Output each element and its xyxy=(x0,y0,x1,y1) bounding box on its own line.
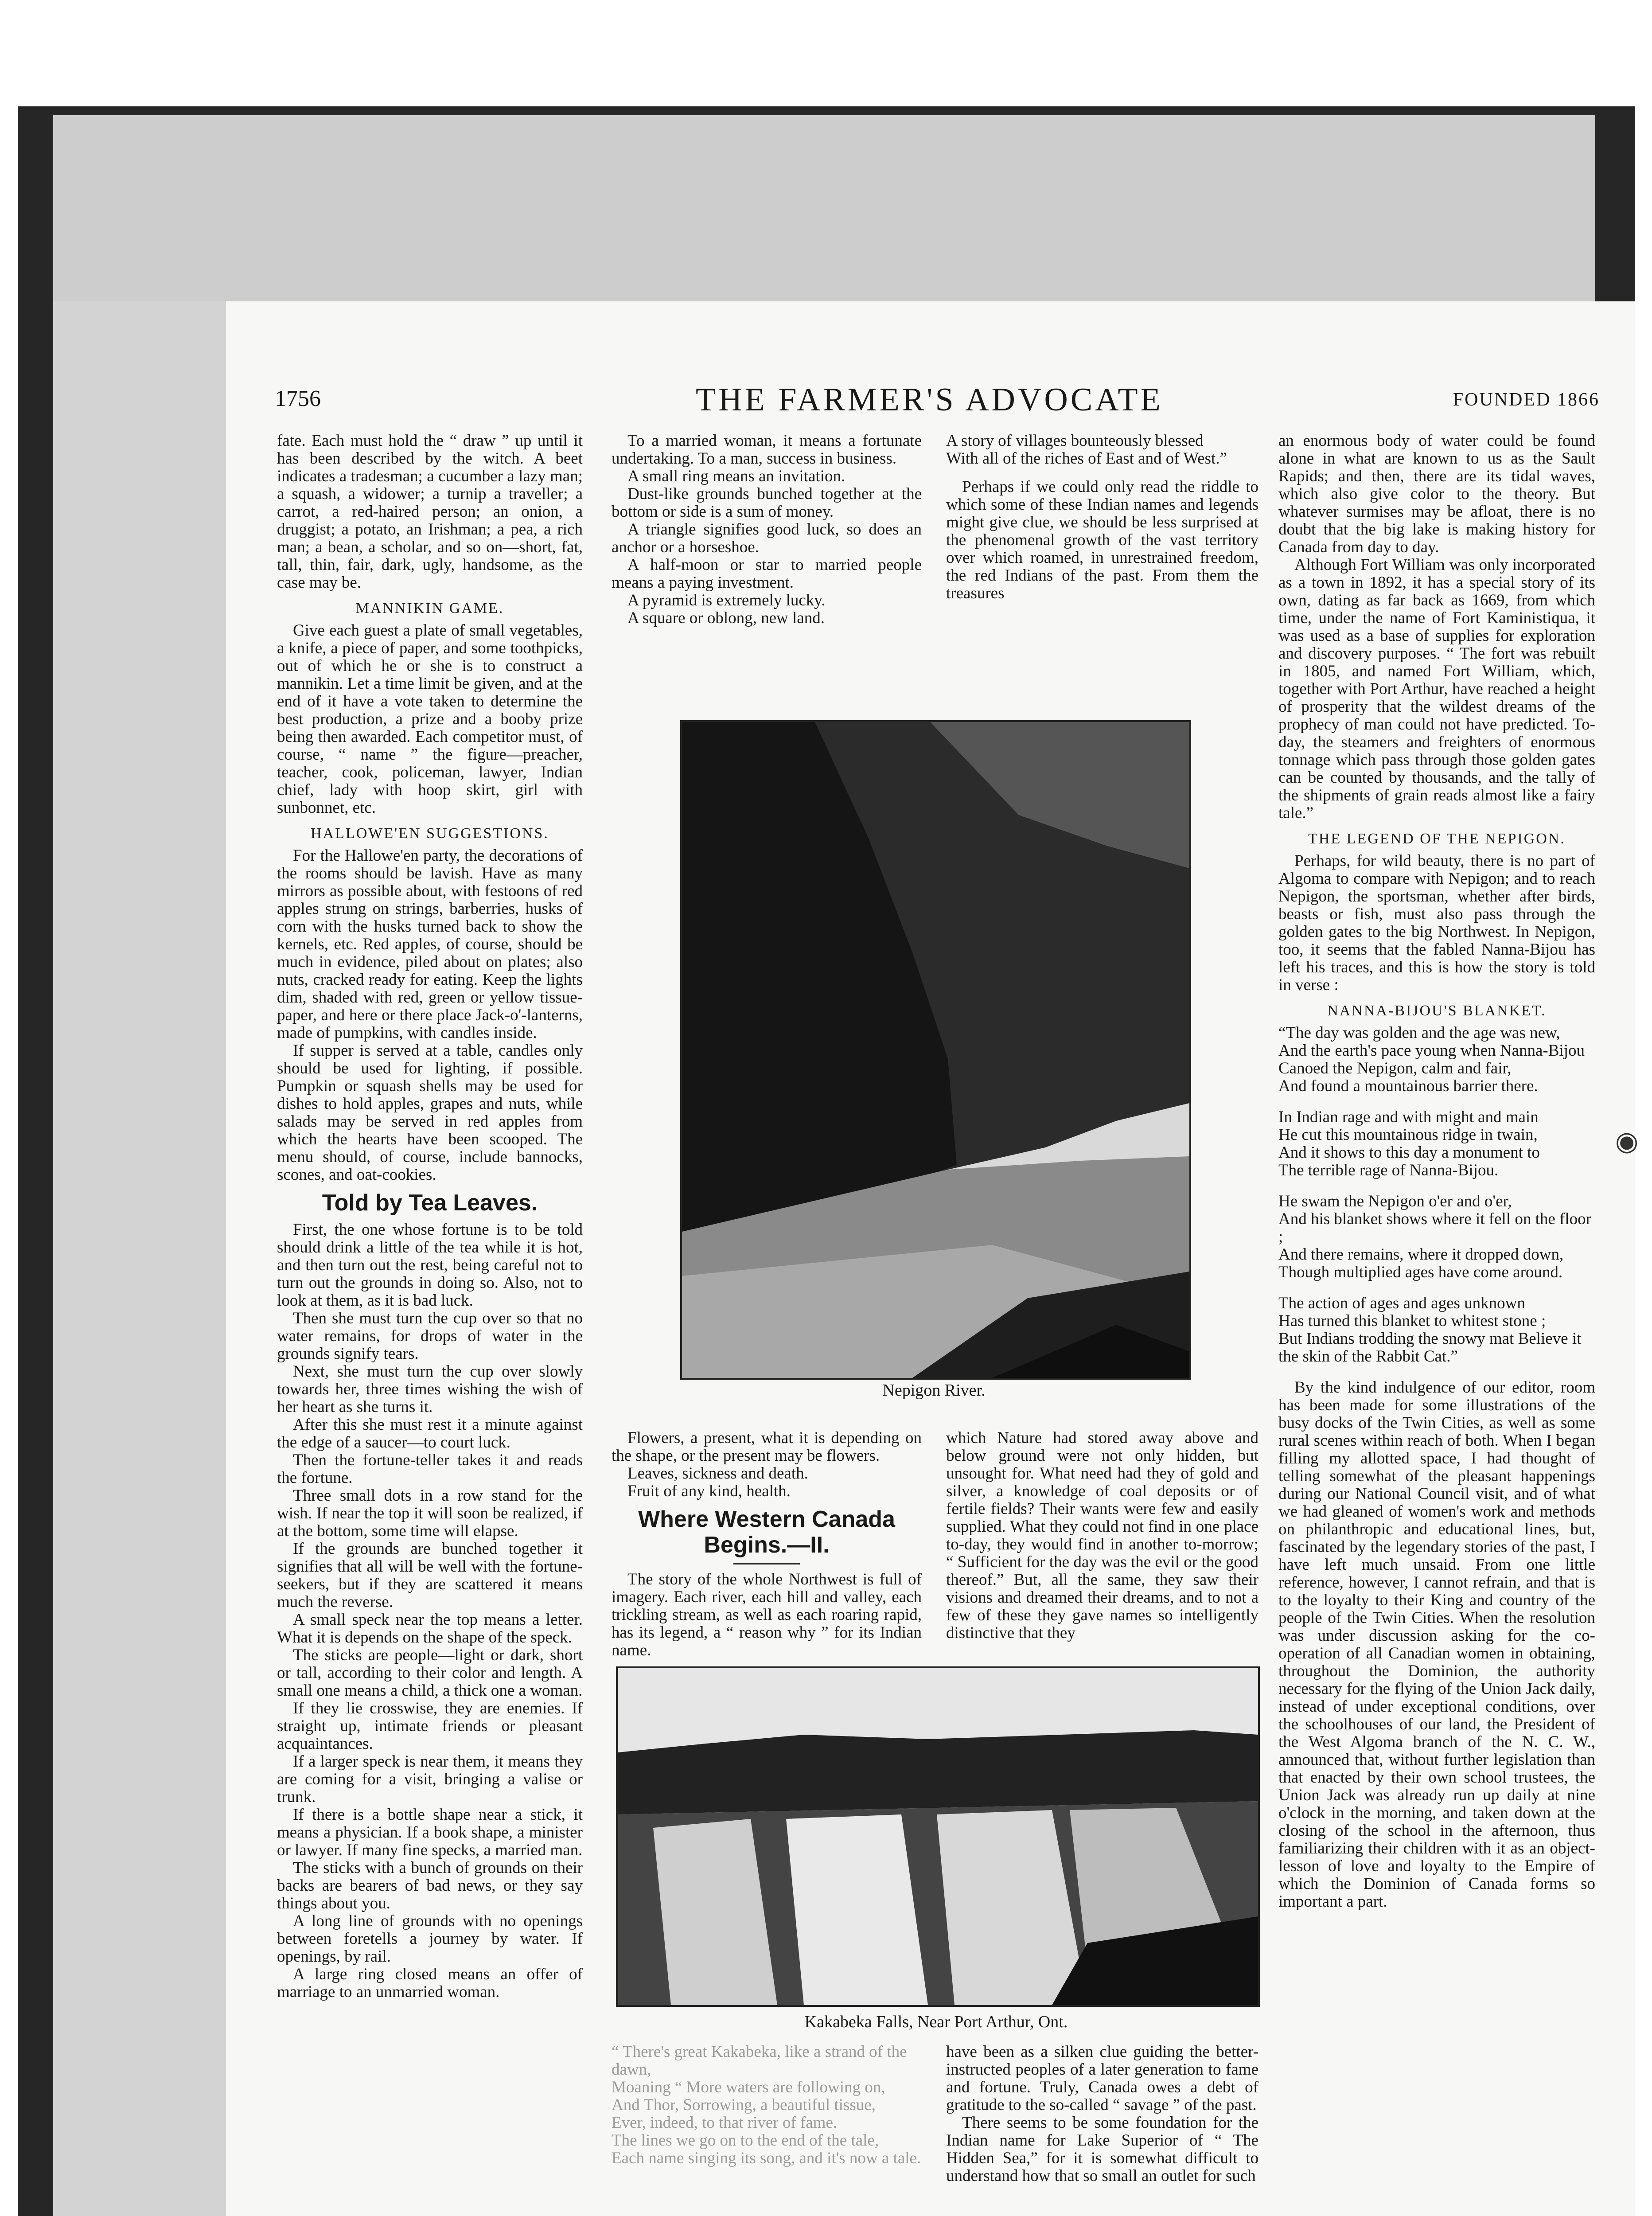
subheading-legend: THE LEGEND OF THE NEPIGON. xyxy=(1308,831,1566,847)
paragraph: If the grounds are bunched together it signifies that all will be well with the fortune-seekers, but if they are scattered it means much the reverse. xyxy=(277,1540,583,1611)
paragraph: A pyramid is extremely lucky. xyxy=(627,591,826,609)
paragraph: A small speck near the top means a letter. What it is depends on the shape of the speck. xyxy=(277,1611,583,1646)
backing-paper-top xyxy=(53,115,1595,301)
column-1 xyxy=(277,432,583,2216)
paragraph: Perhaps if we could only read the riddle to which some of these Indian names and legends might give clue, we should be less surprised at the phenomenal growth of the vast territory over which roamed, in unrestrained freedom, the red Indians of the past. From them the treasures xyxy=(946,478,1258,602)
paragraph: Give each guest a plate of small vegetables, a knife, a piece of paper, and some toothpicks, out of which he or she is to construct a mannikin. Let a time limit be given, and at the end of it have a vote taken to determine the best production, a prize and a booby prize being then awarded. Each competitor must, of course, “ name ” the figure—preacher, teacher, cook, policeman, lawyer, Indian chief, lady with hoop skirt, girl with sunbonnet, etc. xyxy=(277,621,583,817)
verse-line: He cut this mountainous ridge in twain, xyxy=(1278,1126,1538,1144)
paragraph: Next, she must turn the cup over slowly towards her, three times wishing the wish of her heart as she turns it. xyxy=(277,1362,583,1416)
paragraph: fate. Each must hold the “ draw ” up until it has been described by the witch. A beet indicates a tradesman; a cucumber a lazy man; a squash, a widower; a turnip a traveller; a carrot, a red-haired person; an onion, a druggist; a potato, an Irishman; a pea, a rich man; a bean, a scholar, and so on—short, fat, tall, thin, fair, dark, ugly, handsome, as the case may be. xyxy=(277,432,583,592)
paragraph: A large ring closed means an offer of marriage to an unmarried woman. xyxy=(277,1965,583,2001)
paragraph: The story of the whole Northwest is full of imagery. Each river, each hill and valley, each trickling stream, as well as each roaring rapid, has its legend, a “ reason why ” for its Indian name. xyxy=(612,1570,922,1659)
paragraph: Leaves, sickness and death. xyxy=(627,1464,808,1483)
paragraph: Although Fort William was only incorporated as a town in 1892, it has a special story of its own, dating as far back as 1669, from which time, under the name of Fort Kaministiqua, it was used as a base of supplies for exploration and discovery purposes. “ The fort was rebuilt in 1805, and named Fort William, which, together with Port Arthur, have reached a height of prosperity that the wildest dreams of the prophecy of man could not have predicted. To-day, the steamers and freighters of enormous tonnage which pass through those golden gates can be counted by thousands, and the tally of the shipments of grain reads almost like a fairy tale.” xyxy=(1278,556,1595,822)
paragraph: Then the fortune-teller takes it and reads the fortune. xyxy=(277,1451,583,1487)
column-2-mid xyxy=(612,1429,922,1659)
founded-label: FOUNDED 1866 xyxy=(1453,390,1600,410)
column-3-bottom xyxy=(946,2043,1258,2185)
verse-line: The terrible rage of Nanna-Bijou. xyxy=(1278,1161,1499,1179)
paragraph: If there is a bottle shape near a stick, it means a physician. If a book shape, a minister or lawyer. If many fine specks, a married man. xyxy=(277,1806,583,1859)
column-3-top xyxy=(946,432,1258,602)
verse-line: Ever, indeed, to that river of fame. xyxy=(612,2114,838,2132)
verse-line: And the earth's pace young when Nanna-Bijou xyxy=(1278,1042,1585,1060)
paragraph: Flowers, a present, what it is depending on the shape, or the present may be flowers. xyxy=(612,1429,922,1465)
caption-kakabeka-falls: Kakabeka Falls, Near Port Arthur, Ont. xyxy=(804,2013,1068,2031)
verse-line: And Thor, Sorrowing, a beautiful tissue, xyxy=(612,2096,876,2114)
verse-line: He swam the Nepigon o'er and o'er, xyxy=(1278,1192,1512,1210)
paragraph: If a larger speck is near them, it means they are coming for a visit, bringing a valise or trunk. xyxy=(277,1752,583,1806)
paragraph: Fruit of any kind, health. xyxy=(627,1482,791,1500)
verse-line: Each name singing its song, and it's now a tale. xyxy=(612,2149,921,2167)
verse-line: “ There's great Kakabeka, like a strand of the dawn, xyxy=(612,2043,907,2079)
column-4 xyxy=(1278,432,1595,1911)
paragraph: Three small dots in a row stand for the wish. If near the top it will soon be realized, if at the bottom, some time will elapse. xyxy=(277,1486,583,1540)
heading-tea-leaves: Told by Tea Leaves. xyxy=(322,1190,538,1216)
subheading-mannikin: MANNIKIN GAME. xyxy=(355,600,504,616)
verse-line: Though multiplied ages have come around. xyxy=(1278,1263,1563,1281)
paragraph: The sticks are people—light or dark, short or tall, according to their color and length. A small one means a child, a thick one a woman. xyxy=(277,1646,583,1700)
column-2-bottom xyxy=(612,2043,922,2167)
paragraph: A square or oblong, new land. xyxy=(627,609,825,627)
verse-line: Moaning “ More waters are following on, xyxy=(612,2078,885,2096)
verse-line: And his blanket shows where it fell on the floor ; xyxy=(1278,1210,1591,1246)
subheading-blanket: NANNA-BIJOU'S BLANKET. xyxy=(1327,1003,1547,1019)
verse-line: “The day was golden and the age was new, xyxy=(1278,1024,1560,1042)
verse-line: The action of ages and ages unknown xyxy=(1278,1294,1525,1312)
verse-line: And it shows to this day a monument to xyxy=(1278,1143,1540,1162)
paragraph: A triangle signifies good luck, so does an anchor or a horseshoe. xyxy=(612,520,922,556)
paragraph: which Nature had stored away above and below ground were not only hidden, but unsought for. What need had they of gold and silver, a knowledge of coal deposits or of fertile fields? Their wants were few and easily supplied. What they could not find in one place to-day, they would find in another to-morrow; “ Sufficient for the day was the evil or the good thereof.” But, all the same, they saw their visions and dreamed their dreams, and to not a few of these they gave names so intelligently distinctive that they xyxy=(946,1429,1258,1642)
masthead-title: THE FARMER'S ADVOCATE xyxy=(696,382,1163,418)
column-3-mid xyxy=(946,1429,1258,1642)
verse-line: With all of the riches of East and of West.” xyxy=(946,449,1227,468)
caption-nepigon-river: Nepigon River. xyxy=(882,1381,986,1400)
photo-nepigon-river xyxy=(680,720,1191,1380)
paragraph: First, the one whose fortune is to be told should drink a little of the tea while it is hot, and then turn out the rest, being careful not to turn out the grounds in doing so. Also, not to look at them, as it is bad luck. xyxy=(277,1221,583,1310)
paragraph: If supper is served at a table, candles only should be used for lighting, if possible. Pumpkin or squash shells may be used for dishes to hold apples, grapes and nuts, while salads may be served in red apples from which the hearts have been scooped. The menu should, of course, include bannocks, scones, and oat-cookies. xyxy=(277,1042,583,1184)
paragraph: A half-moon or star to married people means a paying investment. xyxy=(612,556,922,592)
photo-kakabeka-falls xyxy=(616,1666,1260,2007)
paragraph: By the kind indulgence of our editor, room has been made for some illustrations of the busy docks of the Twin Cities, as well as some rural scenes within reach of both. When I began filling my allotted space, I had thought of telling somewhat of the pleasant happenings during our National Council visit, and of what we had gleaned of women's work and methods on philanthropic and educational lines, but, fascinated by the legendary stories of the past, I have left much unsaid. From one little reference, however, I cannot refrain, and that is to the loyalty to their King and country of the people of the Twin Cities. When the resolution was under discussion asking for the co-operation of all Canadian women in obtaining, throughout the Dominion, the authority necessary for the flying of the Union Jack daily, instead of under exceptional conditions, over the schoolhouses of our land, the President of the West Algoma branch of the N. C. W., announced that, without further legislation than that enacted by their own school trustees, the Union Jack was already run up daily at nine o'clock in the morning, and taken down at the closing of the school in the afternoon, thus familiarizing their children with it as an object-lesson of love and loyalty to the Empire of which the Dominion of Canada forms so important a part. xyxy=(1278,1378,1595,1911)
paragraph: A long line of grounds with no openings between foretells a journey by water. If openings, by rail. xyxy=(277,1912,583,1966)
verse-line: In Indian rage and with might and main xyxy=(1278,1108,1539,1126)
verse-line: And found a mountainous barrier there. xyxy=(1278,1077,1538,1095)
verse-line: The lines we go on to the end of the tale, xyxy=(612,2131,879,2150)
kakabeka-falls-image xyxy=(618,1668,1258,2005)
verse-line: Has turned this blanket to whitest stone ; xyxy=(1278,1312,1546,1330)
verse-line: Canoed the Nepigon, calm and fair, xyxy=(1278,1059,1512,1077)
paragraph: have been as a silken clue guiding the better-instructed peoples of a later generation to fame and fortune. Truly, Canada owes a debt of gratitude to the so-called “ savage ” of the past. xyxy=(946,2043,1258,2114)
page-header xyxy=(275,381,1600,421)
subheading-hallowe: HALLOWE'EN SUGGESTIONS. xyxy=(311,825,549,842)
nepigon-river-image xyxy=(682,722,1189,1378)
paragraph: If they lie crosswise, they are enemies. If straight up, intimate friends or pleasant acquaintances. xyxy=(277,1699,583,1753)
paragraph: There seems to be some foundation for the Indian name for Lake Superior of “ The Hidden Sea,” for it is somewhat difficult to understand how that so small an outlet for such xyxy=(946,2114,1258,2185)
paragraph: Perhaps, for wild beauty, there is no part of Algoma to compare with Nepigon; and to reach Nepigon, the sportsman, whether after birds, beasts or fish, must also pass through the golden gates to the big Northwest. In Nepigon, too, it seems that the fabled Nanna-Bijou has left his traces, and this is how the story is told in verse : xyxy=(1278,852,1595,994)
column-2-top xyxy=(612,432,922,627)
heading-western-canada: Where Western Canada Begins.—II. xyxy=(638,1506,895,1558)
paragraph: After this she must rest it a minute against the edge of a saucer—to court luck. xyxy=(277,1416,583,1451)
verse-line: But Indians trodding the snowy mat Believe it the skin of the Rabbit Cat.” xyxy=(1278,1330,1582,1365)
paragraph: Dust-like grounds bunched together at the bottom or side is a sum of money. xyxy=(612,485,922,521)
verse-line: And there remains, where it dropped down, xyxy=(1278,1245,1564,1264)
margin-ink-mark: ◉ xyxy=(1615,1127,1639,1156)
paragraph: To a married woman, it means a fortunate undertaking. To a man, success in business. xyxy=(612,432,922,468)
heading-rule xyxy=(733,1563,800,1564)
paragraph: an enormous body of water could be found alone in what are known to us as the Sault Rapids; and then, there are its tidal waves, which also give color to the theory. But whatever surmises may be afloat, there is no doubt that the big lake is making history for Canada from day to day. xyxy=(1278,432,1595,556)
verse-line: A story of villages bounteously blessed xyxy=(946,432,1204,450)
paragraph: A small ring means an invitation. xyxy=(627,467,845,485)
paragraph: Then she must turn the cup over so that no water remains, for drops of water in the grounds signify tears. xyxy=(277,1309,583,1363)
page-number: 1756 xyxy=(275,386,321,411)
paragraph: For the Hallowe'en party, the decorations of the rooms should be lavish. Have as many mirrors as possible about, with festoons of red apples strung on strings, barberries, husks of corn with the husks turned back to show the kernels, etc. Red apples, of course, should be much in evidence, piled about on plates; also nuts, cracked ready for eating. Keep the lights dim, shaded with red, green or yellow tissue-paper, and here or there place Jack-o'-lanterns, made of pumpkins, with candles inside. xyxy=(277,847,583,1042)
paragraph: The sticks with a bunch of grounds on their backs are bearers of bad news, or they say things about you. xyxy=(277,1859,583,1912)
